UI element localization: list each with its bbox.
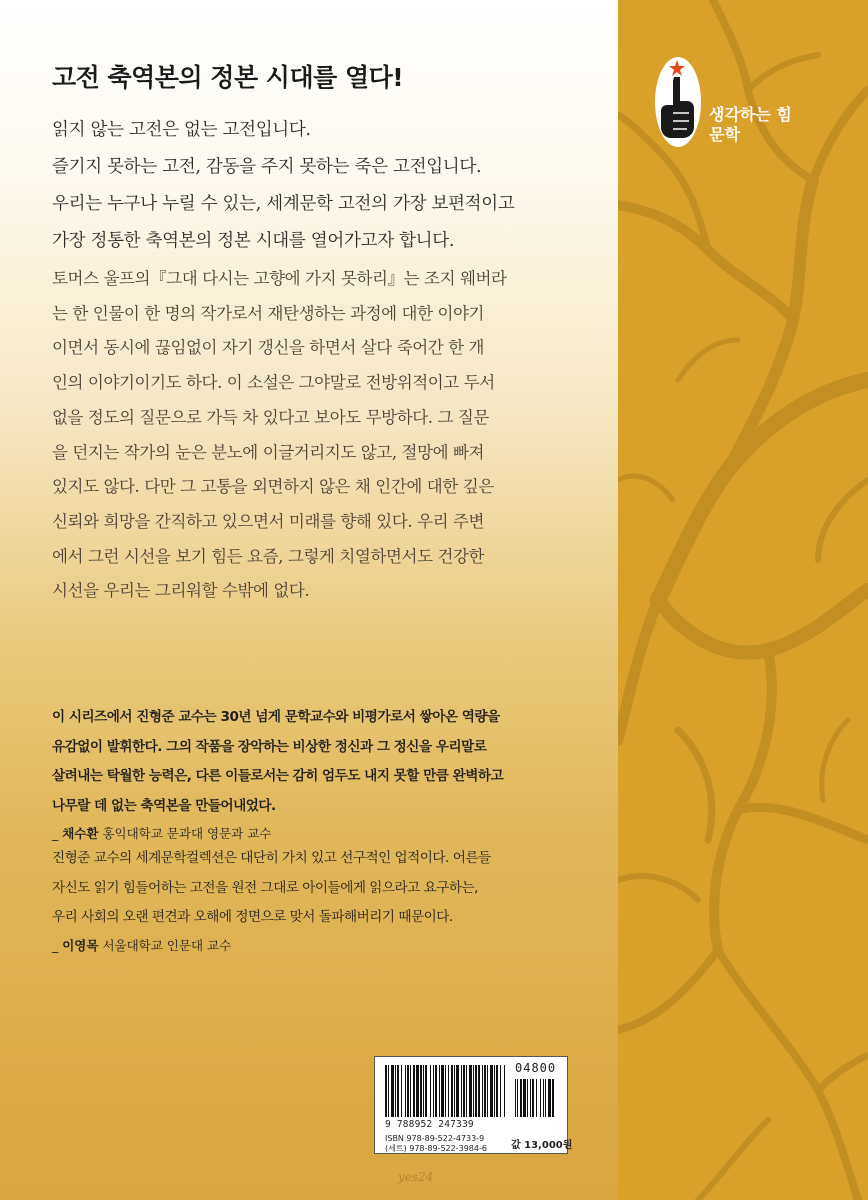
body-line: 인의 이야기이기도 하다. 이 소설은 그야말로 전방위적이고 두서 — [52, 373, 495, 393]
barcode-bar — [397, 1065, 399, 1117]
body-line: 신뢰와 희망을 간직하고 있으면서 미래를 향해 있다. 우리 주변 — [52, 511, 485, 531]
barcode-bar — [504, 1065, 505, 1117]
endorser-affiliation: 서울대학교 인문대 교수 — [102, 937, 232, 953]
barcode-bar — [454, 1065, 455, 1117]
endorsement-quote — [52, 844, 612, 957]
barcode-bar — [527, 1079, 528, 1117]
barcode-bar — [441, 1065, 444, 1117]
barcode-bar — [448, 1065, 449, 1117]
barcode-bar — [466, 1065, 467, 1117]
headline: 고전 축역본의 정본 시대를 열다! — [52, 63, 404, 92]
barcode-bar — [430, 1065, 431, 1117]
body-line: 시선을 우리는 그리워할 수밖에 없다. — [52, 581, 310, 601]
set-isbn-line: (세트) 978-89-522-3984-6 — [385, 1144, 487, 1153]
endorser-name: 채수환 — [62, 826, 99, 841]
barcode-bar — [420, 1065, 422, 1117]
intro-line: 즐기지 못하는 고전, 감동을 주지 못하는 죽은 고전입니다. — [52, 157, 482, 177]
barcode-bar — [496, 1065, 498, 1117]
logo-line2: 문학 — [709, 125, 740, 144]
barcode-bar — [385, 1065, 387, 1117]
barcode-bar — [530, 1079, 531, 1117]
barcode-bar — [407, 1065, 409, 1117]
body-line: 에서 그런 시선을 보기 힘든 요즘, 그렇게 치열하면서도 건강한 — [52, 546, 485, 566]
quote-attribution — [52, 935, 612, 957]
watermark: yes24 — [398, 1170, 434, 1184]
attribution-dash: _ — [52, 826, 59, 841]
barcode-bar — [416, 1065, 419, 1117]
barcode-bar — [540, 1079, 541, 1117]
barcode-bar — [552, 1079, 554, 1117]
intro-line: 읽지 않는 고전은 없는 고전입니다. — [52, 120, 311, 140]
isbn-barcode-box — [374, 1056, 573, 1154]
barcode-bar — [445, 1065, 446, 1117]
body-line: 을 던지는 작가의 눈은 분노에 이글거리지도 않고, 절망에 빠져 — [52, 442, 485, 462]
barcode-bar — [532, 1079, 534, 1117]
price-label: 값 13,000원 — [511, 1140, 573, 1151]
description-paragraph — [52, 262, 602, 609]
isbn-lines — [385, 1134, 487, 1154]
barcode-bar — [423, 1065, 424, 1117]
barcode-bar — [395, 1065, 396, 1117]
barcode-bar — [543, 1079, 544, 1117]
barcode-bar — [482, 1065, 483, 1117]
barcode-bar — [463, 1065, 465, 1117]
barcode-bar — [401, 1065, 402, 1117]
barcode-bar — [439, 1065, 440, 1117]
barcode-bar — [388, 1065, 389, 1117]
barcode-bar — [548, 1079, 551, 1117]
quote-line: 우리 사회의 오랜 편견과 오해에 정면으로 맞서 돌파해버리기 때문이다. — [52, 909, 453, 925]
endorser-affiliation: 홍익대학교 문과대 영문과 교수 — [102, 826, 272, 841]
intro-paragraph — [52, 112, 602, 260]
quote-line: 나무랄 데 없는 축역본을 만들어내었다. — [52, 797, 276, 814]
barcode-bar — [490, 1065, 493, 1117]
pointing-hand-icon — [659, 77, 697, 139]
barcode-bar — [478, 1065, 480, 1117]
barcode-bar — [523, 1079, 526, 1117]
intro-line: 우리는 누구나 누릴 수 있는, 세계문학 고전의 가장 보편적이고 — [52, 194, 515, 214]
barcode-bar — [413, 1065, 415, 1117]
barcode-bar — [536, 1079, 537, 1117]
tree-branches-illustration — [618, 0, 868, 1200]
barcode-bar — [469, 1065, 472, 1117]
barcode-bar — [520, 1079, 522, 1117]
barcode-bar — [391, 1065, 394, 1117]
barcode-bar — [517, 1079, 518, 1117]
endorsement-quote — [52, 703, 612, 845]
quote-line: 이 시리즈에서 진형준 교수는 30년 넘게 문학교수와 비평가로서 쌓아온 역량을 — [52, 709, 500, 725]
barcode-bar — [410, 1065, 411, 1117]
body-line: 토머스 울프의『그대 다시는 고향에 가지 못하리』는 조지 웨버라 — [52, 269, 507, 288]
barcode-bar — [425, 1065, 427, 1117]
barcode-bar — [451, 1065, 453, 1117]
isbn-line: ISBN 978-89-522-4733-9 — [385, 1134, 485, 1143]
barcode-bar — [487, 1065, 488, 1117]
publisher-logo — [655, 57, 805, 147]
ean-number: 9 788952 247339 — [385, 1119, 474, 1130]
attribution-dash: _ — [52, 937, 59, 953]
quote-attribution — [52, 823, 612, 845]
barcode-bar — [456, 1065, 459, 1117]
barcode-bar — [435, 1065, 437, 1117]
logo-text — [709, 105, 792, 145]
barcode-bar — [475, 1065, 477, 1117]
body-line: 없을 정도의 질문으로 가득 차 있다고 보아도 무방하다. 그 질문 — [52, 407, 489, 427]
quote-line: 자신도 읽기 힘들어하는 고전을 원전 그대로 아이들에게 읽으라고 요구하는, — [52, 879, 478, 896]
endorser-name: 이영목 — [62, 937, 99, 953]
barcode-bar — [500, 1065, 501, 1117]
body-line: 있지도 않다. 다만 그 고통을 외면하지 않은 채 인간에 대한 깊은 — [52, 477, 494, 497]
barcode-bar — [473, 1065, 474, 1117]
decorative-branch-panel — [618, 0, 868, 1200]
body-line: 이면서 동시에 끊임없이 자기 갱신을 하면서 살다 죽어간 한 개 — [52, 338, 485, 358]
intro-line: 가장 정통한 축역본의 정본 시대를 열어가고자 합니다. — [52, 231, 455, 251]
quote-line: 진형준 교수의 세계문학컬렉션은 대단히 가치 있고 선구적인 업적이다. 어른들 — [52, 850, 491, 866]
barcode-bar — [484, 1065, 486, 1117]
barcode-bar — [461, 1065, 462, 1117]
body-line: 는 한 인물이 한 명의 작가로서 재탄생하는 과정에 대한 이야기 — [52, 303, 485, 323]
logo-line1: 생각하는 힘 — [709, 105, 792, 124]
barcode-bar — [545, 1079, 546, 1117]
barcode-bar — [405, 1065, 406, 1117]
quote-line: 유감없이 발휘한다. 그의 작품을 장악하는 비상한 정신과 그 정신을 우리말로 — [52, 738, 487, 755]
barcode-bar — [494, 1065, 495, 1117]
barcode-bar — [515, 1079, 516, 1117]
price-code: 04800 — [515, 1061, 557, 1075]
star-icon — [668, 60, 686, 76]
barcode-bar — [433, 1065, 434, 1117]
quote-line: 살려내는 탁월한 능력은, 다른 이들로서는 감히 엄두도 내지 못할 만큼 완벽하고 — [52, 768, 504, 784]
